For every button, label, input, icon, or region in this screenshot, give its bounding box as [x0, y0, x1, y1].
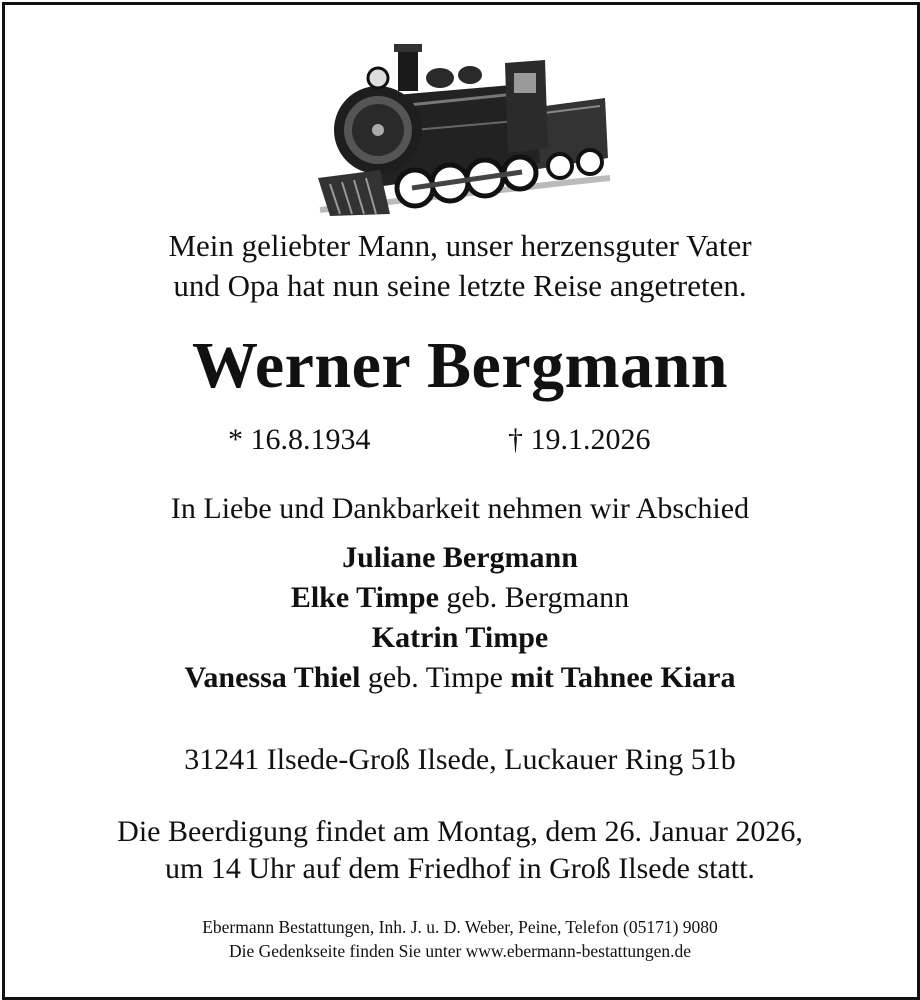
death-date: † 19.1.2026	[508, 423, 651, 456]
footer	[0, 915, 920, 963]
mourner-name: Elke Timpe	[290, 581, 439, 614]
mourner-line	[0, 538, 920, 578]
funeral-info	[0, 813, 920, 887]
mourner-name: Katrin Timpe	[371, 621, 549, 654]
intro-line-1: Mein geliebter Mann, unser herzensguter Vater	[168, 228, 752, 263]
farewell-text: In Liebe und Dankbarkeit nehmen wir Abschied	[170, 492, 750, 525]
intro-text	[0, 226, 920, 306]
footer-undertaker: Ebermann Bestattungen, Inh. J. u. D. Weber, Peine, Telefon (05171) 9080	[202, 917, 718, 937]
mourner-maiden-name: geb. Bergmann	[438, 581, 630, 614]
mourner-name: Vanessa Thiel	[184, 661, 361, 694]
mourners-list	[0, 538, 920, 698]
mourner-name: Juliane Bergmann	[342, 541, 578, 574]
footer-website: Die Gedenkseite finden Sie unter www.ebermann-bestattungen.de	[229, 941, 691, 961]
mourner-extra: mit Tahnee Kiara	[510, 661, 736, 694]
funeral-line-1: Die Beerdigung findet am Montag, dem 26. Januar 2026,	[117, 815, 803, 848]
mourner-line	[0, 578, 920, 618]
deceased-name: Werner Bergmann	[191, 329, 729, 402]
mourner-line	[0, 658, 920, 698]
mourner-maiden-name: geb. Timpe	[360, 661, 511, 694]
address: 31241 Ilsede-Groß Ilsede, Luckauer Ring 51b	[184, 743, 736, 776]
intro-line-2: und Opa hat nun seine letzte Reise angetreten.	[173, 268, 747, 303]
birth-date: * 16.8.1934	[228, 423, 371, 456]
steam-locomotive-icon	[300, 38, 620, 218]
funeral-line-2: um 14 Uhr auf dem Friedhof in Groß Ilsede statt.	[165, 852, 755, 885]
mourner-line	[0, 618, 920, 658]
